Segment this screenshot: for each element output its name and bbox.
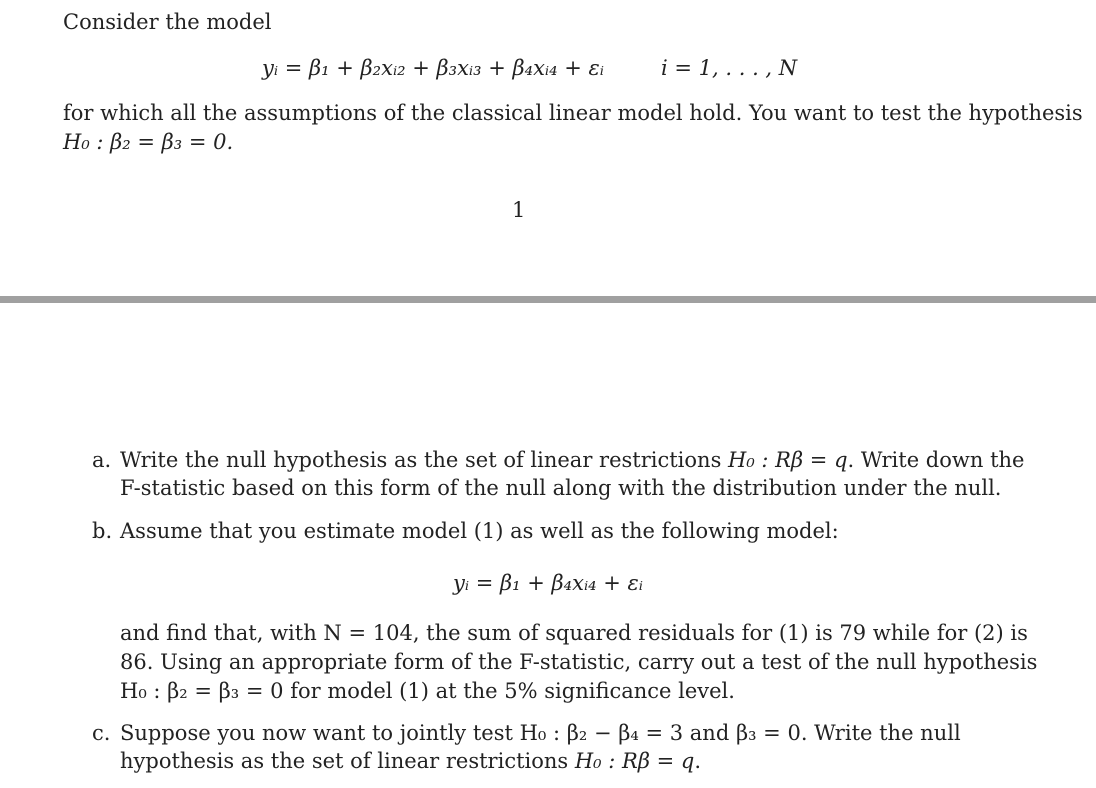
model-equation: yᵢ = β₁ + β₂xᵢ₂ + β₃xᵢ₃ + β₄xᵢ₄ + εᵢ — [262, 56, 605, 80]
part-a-math: H₀ : Rβ = q — [728, 448, 848, 472]
part-b-line-4: H₀ : β₂ = β₃ = 0 for model (1) at the 5% significance level. — [120, 679, 735, 703]
part-a-text-end: . Write down the — [847, 448, 1025, 472]
intro-line-1: for which all the assumptions of the classical linear model hold. You want to test the hypothesis — [63, 101, 1083, 125]
part-c-math: H₀ : Rβ = q — [574, 749, 695, 773]
part-a-line-1 — [120, 446, 1024, 474]
intro-hypothesis: H₀ : β₂ = β₃ = 0. — [63, 130, 234, 154]
part-a-line-2: F-statistic based on this form of the null along with the distribution under the null. — [120, 476, 1002, 500]
part-c-line-1: Suppose you now want to jointly test H₀ : β₂ − β₄ = 3 and β₃ = 0. Write the null — [120, 721, 961, 745]
part-c-line-2 — [120, 747, 701, 776]
page-separator — [0, 296, 1096, 303]
part-c-label: c. — [92, 721, 111, 745]
part-b-line-3: 86. Using an appropriate form of the F-statistic, carry out a test of the null hypothesis — [120, 650, 1038, 674]
part-c-text: hypothesis as the set of linear restrictions — [120, 749, 575, 773]
part-a-label: a. — [92, 448, 112, 472]
part-b-line-2: and find that, with N = 104, the sum of squared residuals for (1) is 79 while for (2) is — [120, 621, 1028, 645]
part-b-line-1: Assume that you estimate model (1) as well as the following model: — [120, 519, 839, 543]
page-bottom — [0, 303, 1096, 788]
part-c-text-end: . — [694, 749, 702, 773]
intro-lead: Consider the model — [63, 10, 272, 34]
part-b-label: b. — [92, 519, 113, 543]
equation-number: 1 — [512, 198, 526, 222]
part-b-equation: yᵢ = β₁ + β₄xᵢ₄ + εᵢ — [453, 571, 644, 595]
part-a-text: Write the null hypothesis as the set of linear restrictions — [120, 448, 729, 472]
model-index: i = 1, . . . , N — [661, 56, 798, 80]
page-top — [0, 0, 1096, 296]
